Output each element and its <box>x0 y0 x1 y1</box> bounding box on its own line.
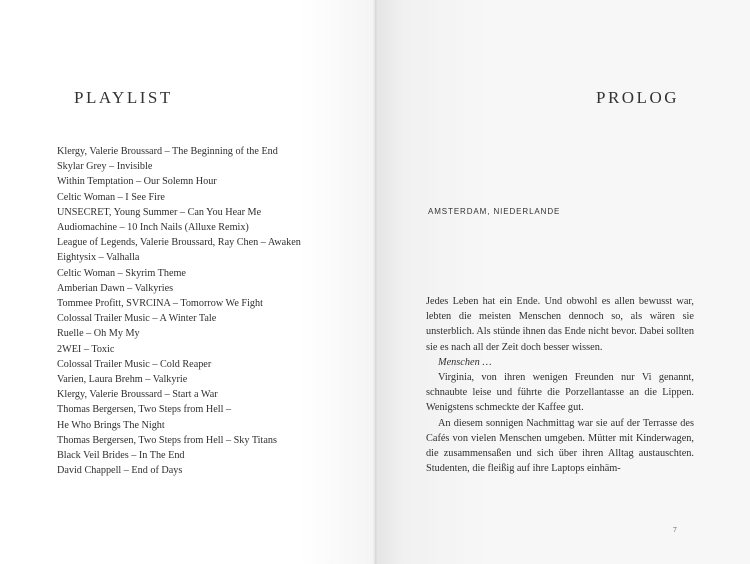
playlist-item: Within Temptation – Our Solemn Hour <box>57 176 217 188</box>
playlist-item: UNSECRET, Young Summer – Can You Hear Me <box>57 206 262 218</box>
playlist-item: Klergy, Valerie Broussard – Start a War <box>57 389 218 401</box>
paragraph: An diesem sonnigen Nachmittag war sie auf der Terrasse des Cafés von vielen Menschen umgeben. Mütter mit Kinderwagen, die zusammensaßen und sich über ihren Alltag austauschten. Studenten, die fleißig auf ihre Laptops einhäm- <box>426 417 694 475</box>
paragraph: Menschen … <box>438 356 492 368</box>
playlist-item: Thomas Bergersen, Two Steps from Hell – <box>57 404 232 416</box>
playlist-item: Varien, Laura Brehm – Valkyrie <box>57 374 188 386</box>
playlist-item: Thomas Bergersen, Two Steps from Hell – Sky Titans <box>57 434 277 446</box>
prolog-text <box>426 294 694 476</box>
playlist-heading: PLAYLIST <box>74 88 173 107</box>
playlist-item: Ruelle – Oh My My <box>57 328 140 340</box>
location-label: AMSTERDAM, NIEDERLANDE <box>428 207 561 216</box>
playlist-item: Celtic Woman – Skyrim Theme <box>57 267 186 279</box>
playlist-item: Eightysix – Valhalla <box>57 252 140 264</box>
playlist-item: Celtic Woman – I See Fire <box>57 191 165 203</box>
book-gutter <box>373 0 377 564</box>
playlist-item: 2WEI – Toxic <box>57 343 115 355</box>
playlist-item: David Chappell – End of Days <box>57 465 183 477</box>
playlist-item: He Who Brings The Night <box>57 419 165 431</box>
playlist-item: Amberian Dawn – Valkyries <box>57 282 174 294</box>
playlist-item: Skylar Grey – Invisible <box>57 161 153 173</box>
prolog-heading: PROLOG <box>595 88 679 107</box>
playlist-item: League of Legends, Valerie Broussard, Ray Chen – Awaken <box>57 237 301 249</box>
playlist-item: Black Veil Brides – In The End <box>57 450 185 462</box>
playlist-item: Klergy, Valerie Broussard – The Beginning of the End <box>57 146 278 157</box>
playlist-item: Audiomachine – 10 Inch Nails (Alluxe Remix) <box>57 222 249 234</box>
playlist <box>57 144 301 478</box>
playlist-item: Colossal Trailer Music – A Winter Tale <box>57 313 217 325</box>
page-number: 7 <box>673 525 677 534</box>
playlist-item: Tommee Profitt, SVRCINA – Tomorrow We Fight <box>57 298 263 310</box>
playlist-item: Colossal Trailer Music – Cold Reaper <box>57 358 212 370</box>
paragraph: Virginia, von ihren wenigen Freunden nur Vi genannt, schnaubte leise und führte die Porzellantasse an die Lippen. Wenigstens schmeckte der Kaffee gut. <box>426 372 694 414</box>
paragraph: Jedes Leben hat ein Ende. Und obwohl es allen bewusst war, lebten die meisten Menschen dennoch so, als wären sie unsterblich. Als stünde ihnen das Ende nicht bevor. Dabei sollten sie es nach all der Zeit doch besser wissen. <box>426 296 694 353</box>
right-page <box>375 0 750 564</box>
